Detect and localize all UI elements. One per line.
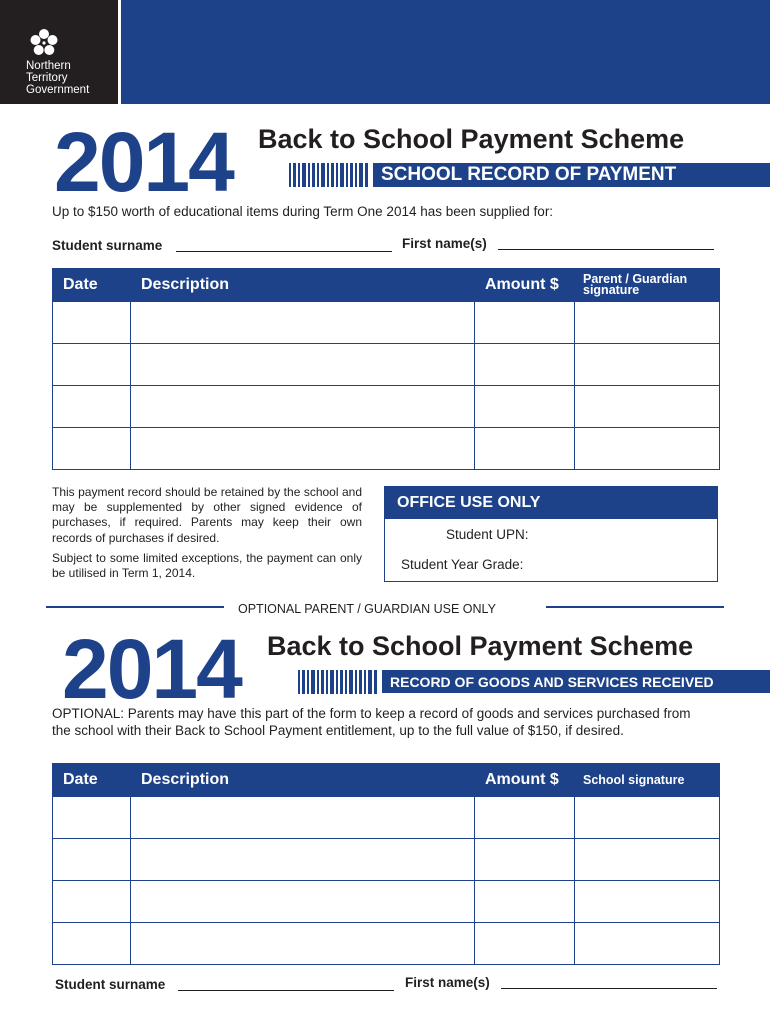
col-school-signature: School signature xyxy=(575,764,720,797)
divider-line-right xyxy=(546,606,724,608)
table-row xyxy=(53,344,720,386)
date-cell[interactable] xyxy=(53,386,131,428)
amount-cell[interactable] xyxy=(475,839,575,881)
surname-label: Student surname xyxy=(55,977,166,992)
section1-year: 2014 xyxy=(54,115,233,209)
description-cell[interactable] xyxy=(131,797,475,839)
col-date: Date xyxy=(53,764,131,797)
col-description: Description xyxy=(131,269,475,302)
description-cell[interactable] xyxy=(131,923,475,965)
firstname-field[interactable] xyxy=(501,988,717,989)
logo-line: Government xyxy=(26,84,90,96)
ntg-logo xyxy=(0,0,118,104)
description-cell[interactable] xyxy=(131,302,475,344)
payment-record-table xyxy=(52,268,720,470)
col-date: Date xyxy=(53,269,131,302)
student-upn-label: Student UPN: xyxy=(446,527,529,542)
amount-cell[interactable] xyxy=(475,881,575,923)
description-cell[interactable] xyxy=(131,839,475,881)
table-row xyxy=(53,923,720,965)
date-cell[interactable] xyxy=(53,344,131,386)
section1-title: Back to School Payment Scheme xyxy=(258,124,685,154)
description-cell[interactable] xyxy=(131,344,475,386)
firstname-label: First name(s) xyxy=(405,975,490,990)
table-row xyxy=(53,302,720,344)
table-row xyxy=(53,797,720,839)
signature-cell[interactable] xyxy=(575,386,720,428)
student-grade-label: Student Year Grade: xyxy=(401,557,524,572)
section2-intro: OPTIONAL: Parents may have this part of the form to keep a record of goods and services purchased from the school with their Back to School Payment entitlement, up to the full value of $150, if desired. xyxy=(52,706,691,738)
barcode-icon xyxy=(298,670,378,694)
col-parent-signature: Parent / Guardian signature xyxy=(575,269,720,302)
signature-cell[interactable] xyxy=(575,797,720,839)
surname-field[interactable] xyxy=(178,990,394,991)
divider-line-left xyxy=(46,606,224,608)
signature-cell[interactable] xyxy=(575,344,720,386)
table-row xyxy=(53,839,720,881)
section1-intro: Up to $150 worth of educational items during Term One 2014 has been supplied for: xyxy=(52,204,554,219)
signature-cell[interactable] xyxy=(575,923,720,965)
description-cell[interactable] xyxy=(131,386,475,428)
barcode-icon xyxy=(289,163,369,187)
header-band xyxy=(121,0,770,104)
office-use-box xyxy=(384,486,718,582)
flower-emblem-icon xyxy=(29,28,59,58)
logo-line: Territory xyxy=(26,72,68,84)
signature-cell[interactable] xyxy=(575,428,720,470)
amount-cell[interactable] xyxy=(475,797,575,839)
goods-services-table xyxy=(52,763,720,965)
logo-line: Northern xyxy=(26,60,71,72)
amount-cell[interactable] xyxy=(475,302,575,344)
date-cell[interactable] xyxy=(53,881,131,923)
signature-cell[interactable] xyxy=(575,302,720,344)
surname-field[interactable] xyxy=(176,251,392,252)
col-amount: Amount $ xyxy=(475,269,575,302)
section1-banner: SCHOOL RECORD OF PAYMENT xyxy=(373,163,770,187)
signature-cell[interactable] xyxy=(575,881,720,923)
date-cell[interactable] xyxy=(53,302,131,344)
amount-cell[interactable] xyxy=(475,386,575,428)
term-note: Subject to some limited exceptions, the payment can only be utilised in Term 1, 2014. xyxy=(52,551,362,581)
date-cell[interactable] xyxy=(53,839,131,881)
col-description: Description xyxy=(131,764,475,797)
section2-banner: RECORD OF GOODS AND SERVICES RECEIVED xyxy=(382,670,770,693)
amount-cell[interactable] xyxy=(475,344,575,386)
date-cell[interactable] xyxy=(53,797,131,839)
amount-cell[interactable] xyxy=(475,428,575,470)
section2-year: 2014 xyxy=(62,622,241,716)
table-row xyxy=(53,881,720,923)
description-cell[interactable] xyxy=(131,428,475,470)
table-row xyxy=(53,386,720,428)
optional-divider-label: OPTIONAL PARENT / GUARDIAN USE ONLY xyxy=(238,602,496,616)
date-cell[interactable] xyxy=(53,923,131,965)
logo-text xyxy=(26,60,89,96)
date-cell[interactable] xyxy=(53,428,131,470)
office-use-title: OFFICE USE ONLY xyxy=(385,487,717,519)
signature-cell[interactable] xyxy=(575,839,720,881)
description-cell[interactable] xyxy=(131,881,475,923)
amount-cell[interactable] xyxy=(475,923,575,965)
section2-title: Back to School Payment Scheme xyxy=(267,631,694,661)
firstname-field[interactable] xyxy=(498,249,714,250)
table-row xyxy=(53,428,720,470)
surname-label: Student surname xyxy=(52,238,163,253)
firstname-label: First name(s) xyxy=(402,236,487,251)
col-amount: Amount $ xyxy=(475,764,575,797)
retention-note: This payment record should be retained by the school and may be supplemented by other signed evidence of purchases, if required. Parents may keep their own records of purchases if desired. xyxy=(52,485,362,545)
